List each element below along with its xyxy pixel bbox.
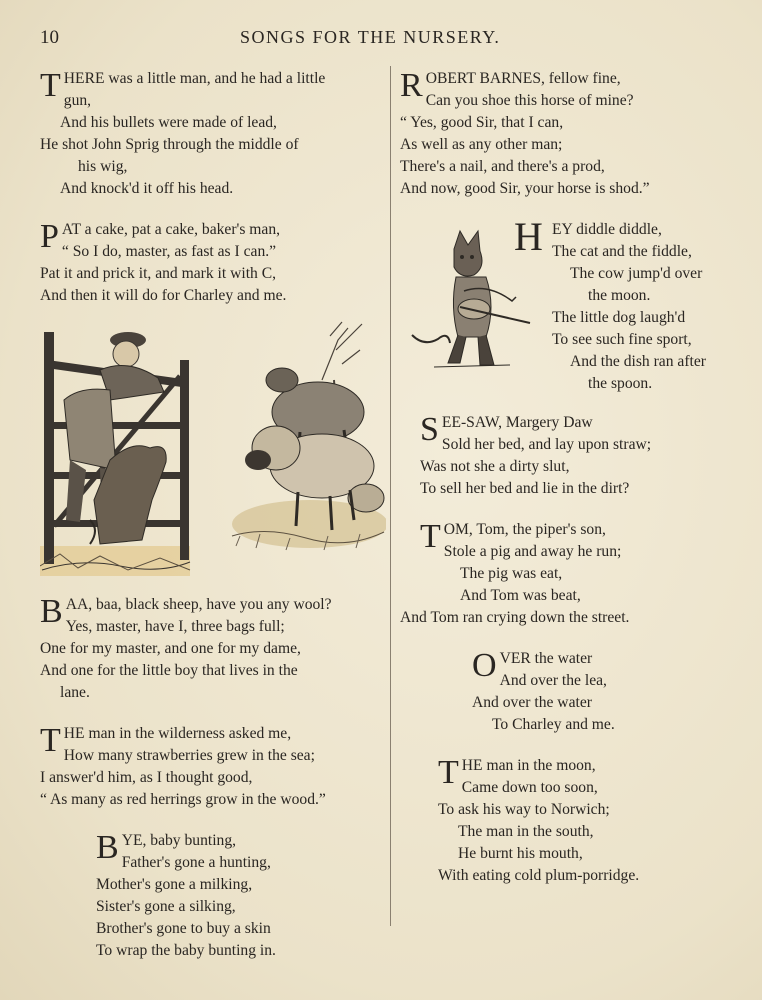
verse-line: YE, baby bunting, xyxy=(121,832,237,849)
left-column xyxy=(40,68,382,962)
poem-wilderness xyxy=(40,723,382,811)
verse-line: AT a cake, pat a cake, baker's man, xyxy=(61,221,281,238)
verse-line: Father's gone a hunting, xyxy=(121,854,271,871)
verse-line: the spoon. xyxy=(588,375,653,392)
verse-line: Brother's gone to buy a skin xyxy=(96,920,271,937)
poem-man-in-the-moon xyxy=(400,755,740,887)
verse-line: One for my master, and one for my dame, xyxy=(40,640,301,657)
verse-line: And Tom was beat, xyxy=(460,587,581,604)
verse-line: The cat and the fiddle, xyxy=(552,243,692,260)
verse-line: I answer'd him, as I thought good, xyxy=(40,769,253,786)
verse-line: Yes, master, have I, three bags full; xyxy=(65,618,285,635)
verse-line: And over the water xyxy=(472,694,592,711)
verse-line: The man in the south, xyxy=(458,823,594,840)
verse-line: The cow jump'd over xyxy=(570,265,703,282)
verse-line: “ Yes, good Sir, that I can, xyxy=(400,114,564,131)
verse-line: the moon. xyxy=(588,287,651,304)
poem-pat-a-cake xyxy=(40,219,382,307)
boy-at-gate-engraving xyxy=(40,330,200,576)
page-number: 10 xyxy=(40,27,59,48)
right-column xyxy=(400,68,740,887)
drop-cap: O xyxy=(472,647,497,684)
verse-line: And now, good Sir, your horse is shod.” xyxy=(400,180,650,197)
verse-line: EE-SAW, Margery Daw xyxy=(441,414,593,431)
poem-hey-diddle-diddle xyxy=(400,214,740,392)
verse-line: Stole a pig and away he run; xyxy=(443,543,622,560)
verse-line: And knock'd it off his head. xyxy=(60,180,234,197)
verse-line: He burnt his mouth, xyxy=(458,845,583,862)
column-divider xyxy=(390,66,391,926)
verse-line: Pat it and prick it, and mark it with C, xyxy=(40,265,277,282)
verse-line: Sister's gone a silking, xyxy=(96,898,236,915)
drop-cap: B xyxy=(96,829,119,866)
drop-cap: R xyxy=(400,67,423,104)
verse-line: HE man in the wilderness asked me, xyxy=(63,725,292,742)
verse-line: And Tom ran crying down the street. xyxy=(400,609,630,626)
verse-line: There's a nail, and there's a prod, xyxy=(400,158,605,175)
poem-see-saw xyxy=(400,412,740,500)
verse-line: gun, xyxy=(63,92,92,109)
poem-baa-baa xyxy=(40,594,382,704)
boy-gate-sheep-illustration xyxy=(40,326,382,582)
verse-line: “ So I do, master, as fast as I can.” xyxy=(61,243,277,260)
verse-line: Was not she a dirty slut, xyxy=(420,458,570,475)
verse-line: To ask his way to Norwich; xyxy=(438,801,610,818)
drop-cap: T xyxy=(438,754,459,791)
verse-line: AA, baa, black sheep, have you any wool? xyxy=(65,596,332,613)
verse-line: Can you shoe this horse of mine? xyxy=(425,92,634,109)
verse-line: With eating cold plum-porridge. xyxy=(438,867,640,884)
verse-line: “ As many as red herrings grow in the wood.” xyxy=(40,791,326,808)
verse-line: Came down too soon, xyxy=(461,779,598,796)
verse-line: And one for the little boy that lives in the xyxy=(40,662,298,679)
verse-line: To see such fine sport, xyxy=(552,331,692,348)
verse-line: OM, Tom, the piper's son, xyxy=(443,521,606,538)
poem-robert-barnes xyxy=(400,68,740,200)
verse-line: HERE was a little man, and he had a little xyxy=(63,70,326,87)
drop-cap: T xyxy=(420,518,441,555)
verse-line: And over the lea, xyxy=(499,672,607,689)
hey-diddle-text xyxy=(552,219,706,395)
verse-line: EY diddle diddle, xyxy=(552,221,662,238)
verse-line: To sell her bed and lie in the dirt? xyxy=(420,480,630,497)
drop-cap: P xyxy=(40,218,59,255)
verse-line: The little dog laugh'd xyxy=(552,309,686,326)
verse-line: his wig, xyxy=(78,158,128,175)
verse-line: VER the water xyxy=(499,650,593,667)
drop-cap: T xyxy=(40,722,61,759)
verse-line: To Charley and me. xyxy=(492,716,615,733)
verse-line: And the dish ran after xyxy=(570,353,706,370)
sheep-engraving xyxy=(226,320,386,560)
verse-line: Mother's gone a milking, xyxy=(96,876,253,893)
poem-bye-baby-bunting xyxy=(40,830,382,962)
drop-cap: B xyxy=(40,593,63,630)
poem-little-man xyxy=(40,68,382,200)
verse-line: Sold her bed, and lay upon straw; xyxy=(441,436,652,453)
verse-line: OBERT BARNES, fellow fine, xyxy=(425,70,621,87)
running-head: SONGS FOR THE NURSERY. xyxy=(240,27,501,47)
drop-cap: S xyxy=(420,411,439,448)
poem-over-the-water xyxy=(400,648,740,736)
verse-line: HE man in the moon, xyxy=(461,757,596,774)
poem-tom-tom xyxy=(400,519,740,629)
drop-cap: H xyxy=(514,214,543,259)
verse-line: And then it will do for Charley and me. xyxy=(40,287,287,304)
verse-line: To wrap the baby bunting in. xyxy=(96,942,276,959)
verse-line: lane. xyxy=(60,684,90,701)
verse-line: As well as any other man; xyxy=(400,136,563,153)
drop-cap: T xyxy=(40,67,61,104)
verse-line: He shot John Sprig through the middle of xyxy=(40,136,299,153)
verse-line: And his bullets were made of lead, xyxy=(60,114,277,131)
verse-line: How many strawberries grew in the sea; xyxy=(63,747,315,764)
verse-line: The pig was eat, xyxy=(460,565,563,582)
